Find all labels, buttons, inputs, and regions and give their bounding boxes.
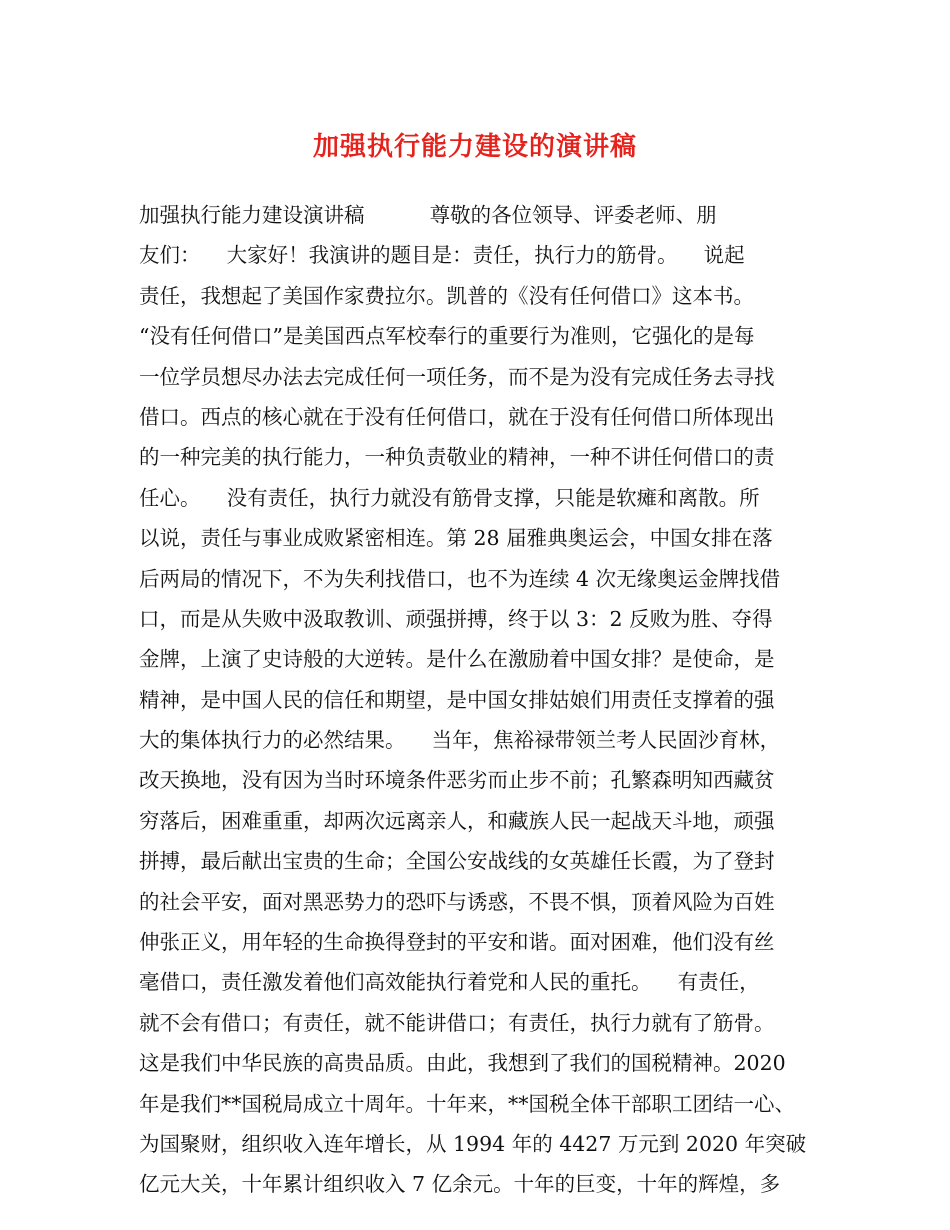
body-text-line: 以说，责任与事业成败紧密相连。第 28 届雅典奥运会，中国女排在落 (139, 526, 773, 551)
body-text-line: 亿元大关，十年累计组织收入 7 亿余元。十年的巨变，十年的辉煌，多 (139, 1172, 781, 1197)
body-text-line: 毫借口，责任激发着他们高效能执行着党和人民的重托。 有责任， (139, 970, 760, 995)
document-title: 加强执行能力建设的演讲稿 (312, 132, 637, 162)
body-text-line: 穷落后，困难重重，却两次远离亲人，和藏族人民一起战天斗地，顽强 (139, 808, 775, 833)
body-text-line: “没有任何借口”是美国西点军校奉行的重要行为准则，它强化的是每 (139, 324, 755, 349)
body-text-line: 这是我们中华民族的高贵品质。由此，我想到了我们的国税精神。2020 (139, 1051, 786, 1076)
body-text-line: 改天换地，没有因为当时环境条件恶劣而止步不前；孔繁森明知西藏贫 (139, 768, 775, 793)
body-text-line: 就不会有借口；有责任，就不能讲借口；有责任，执行力就有了筋骨。 (139, 1010, 775, 1035)
body-text-line: 的社会平安，面对黑恶势力的恐吓与诱惑，不畏不惧，顶着风险为百姓 (139, 889, 775, 914)
body-text-line: 大的集体执行力的必然结果。 当年，焦裕禄带领兰考人民固沙育林， (139, 728, 781, 753)
body-text-line: 一位学员想尽办法去完成任何一项任务，而不是为没有完成任务去寻找 (139, 364, 775, 389)
body-text-line: 借口。西点的核心就在于没有任何借口，就在于没有任何借口所体现出 (139, 404, 775, 429)
body-text-line: 后两局的情况下，不为失利找借口，也不为连续 4 次无缘奥运金牌找借 (139, 566, 781, 591)
body-text-line: 拼搏，最后献出宝贵的生命；全国公安战线的女英雄任长霞，为了登封 (139, 849, 775, 874)
body-text-line: 任心。 没有责任，执行力就没有筋骨支撑，只能是软瘫和离散。所 (139, 485, 760, 510)
body-text-line: 责任，我想起了美国作家费拉尔。凯普的《没有任何借口》这本书。 (139, 283, 754, 308)
body-text-line: 金牌，上演了史诗般的大逆转。是什么在激励着中国女排？是使命，是 (139, 647, 775, 672)
body-text-line: 加强执行能力建设演讲稿 尊敬的各位领导、评委老师、朋 (139, 203, 717, 227)
body-text-line: 精神，是中国人民的信任和期望，是中国女排姑娘们用责任支撑着的强 (139, 687, 775, 712)
body-text-line: 的一种完美的执行能力，一种负责敬业的精神，一种不讲任何借口的责 (139, 445, 775, 470)
body-text-line: 口，而是从失败中汲取教训、顽强拼搏，终于以 3：2 反败为胜、夺得 (139, 606, 773, 631)
body-text-line: 伸张正义，用年轻的生命换得登封的平安和谐。面对困难，他们没有丝 (139, 930, 775, 955)
body-text-line: 友们： 大家好！我演讲的题目是：责任，执行力的筋骨。 说起 (139, 243, 745, 268)
document-body (139, 195, 829, 1205)
body-text-line: 为国聚财，组织收入连年增长，从 1994 年的 4427 万元到 2020 年突破 (139, 1131, 807, 1156)
body-text-line: 年是我们**国税局成立十周年。十年来，**国税全体干部职工团结一心、 (139, 1091, 795, 1116)
